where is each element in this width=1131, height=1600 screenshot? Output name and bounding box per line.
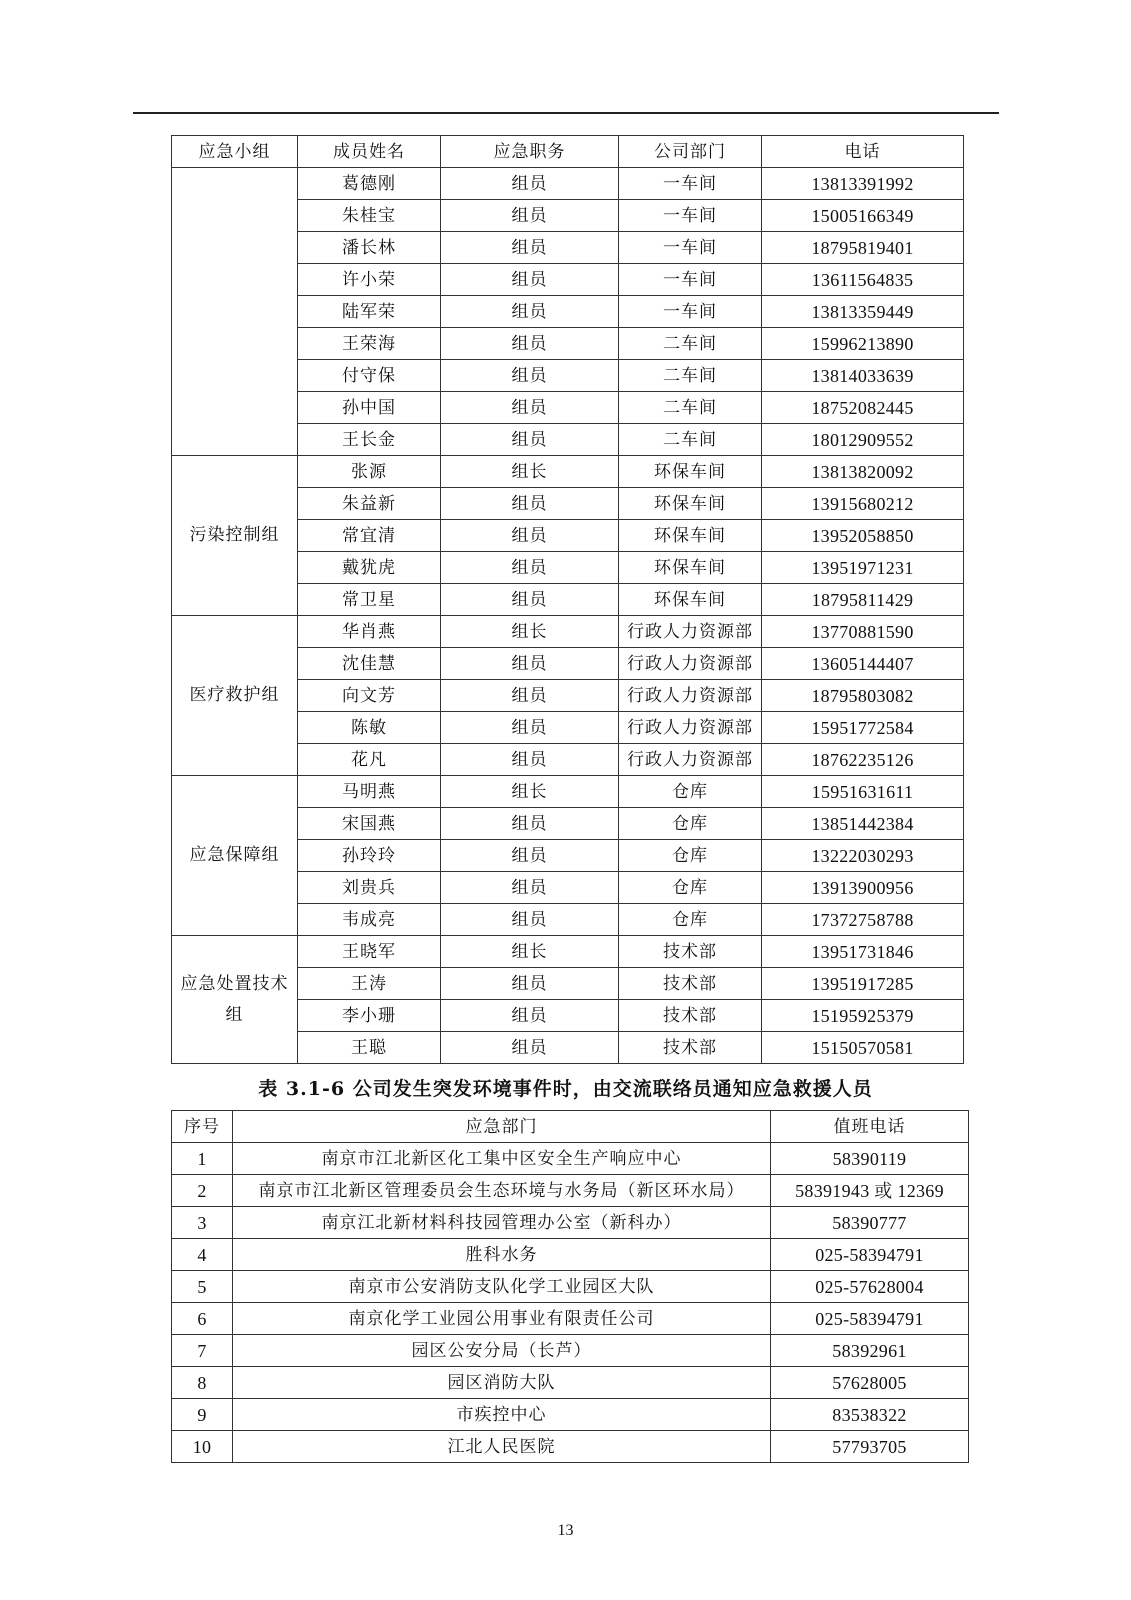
member-dept-cell: 环保车间 bbox=[619, 488, 762, 520]
member-phone-cell: 18752082445 bbox=[762, 392, 964, 424]
contact-dept-cell: 园区公安分局（长芦） bbox=[233, 1335, 771, 1367]
member-dept-cell: 一车间 bbox=[619, 168, 762, 200]
group-name-cell: 应急处置技术组 bbox=[172, 936, 298, 1064]
member-name-cell: 华肖燕 bbox=[298, 616, 441, 648]
member-role-cell: 组员 bbox=[441, 680, 619, 712]
member-role-cell: 组员 bbox=[441, 264, 619, 296]
contact-index-cell: 2 bbox=[172, 1175, 233, 1207]
member-dept-cell: 行政人力资源部 bbox=[619, 712, 762, 744]
members-body bbox=[172, 168, 964, 1064]
member-role-cell: 组员 bbox=[441, 392, 619, 424]
contact-phone-cell: 025-58394791 bbox=[771, 1303, 969, 1335]
group-name-cell: 医疗救护组 bbox=[172, 616, 298, 776]
contact-dept-cell: 南京市公安消防支队化学工业园区大队 bbox=[233, 1271, 771, 1303]
col-header-department: 应急部门 bbox=[233, 1111, 771, 1143]
member-dept-cell: 仓库 bbox=[619, 904, 762, 936]
member-role-cell: 组员 bbox=[441, 968, 619, 1000]
table-row bbox=[172, 1367, 969, 1399]
member-role-cell: 组员 bbox=[441, 360, 619, 392]
member-dept-cell: 二车间 bbox=[619, 392, 762, 424]
col-header-dept: 公司部门 bbox=[619, 136, 762, 168]
member-phone-cell: 13951917285 bbox=[762, 968, 964, 1000]
member-dept-cell: 一车间 bbox=[619, 296, 762, 328]
member-dept-cell: 行政人力资源部 bbox=[619, 680, 762, 712]
member-role-cell: 组长 bbox=[441, 456, 619, 488]
member-name-cell: 孙玲玲 bbox=[298, 840, 441, 872]
member-name-cell: 陆军荣 bbox=[298, 296, 441, 328]
member-name-cell: 王聪 bbox=[298, 1032, 441, 1064]
member-phone-cell: 18012909552 bbox=[762, 424, 964, 456]
member-dept-cell: 行政人力资源部 bbox=[619, 616, 762, 648]
table-row bbox=[172, 1239, 969, 1271]
member-name-cell: 韦成亮 bbox=[298, 904, 441, 936]
member-phone-cell: 13605144407 bbox=[762, 648, 964, 680]
member-phone-cell: 18795819401 bbox=[762, 232, 964, 264]
member-phone-cell: 13813391992 bbox=[762, 168, 964, 200]
member-name-cell: 付守保 bbox=[298, 360, 441, 392]
contact-dept-cell: 南京市江北新区管理委员会生态环境与水务局（新区环水局） bbox=[233, 1175, 771, 1207]
member-phone-cell: 13913900956 bbox=[762, 872, 964, 904]
table-row bbox=[172, 1143, 969, 1175]
member-dept-cell: 仓库 bbox=[619, 776, 762, 808]
contact-phone-cell: 57793705 bbox=[771, 1431, 969, 1463]
member-role-cell: 组员 bbox=[441, 200, 619, 232]
contact-index-cell: 5 bbox=[172, 1271, 233, 1303]
table-row bbox=[172, 456, 964, 488]
col-header-phone: 电话 bbox=[762, 136, 964, 168]
contact-index-cell: 1 bbox=[172, 1143, 233, 1175]
contact-index-cell: 6 bbox=[172, 1303, 233, 1335]
member-role-cell: 组员 bbox=[441, 168, 619, 200]
member-name-cell: 戴犹虎 bbox=[298, 552, 441, 584]
member-name-cell: 许小荣 bbox=[298, 264, 441, 296]
member-role-cell: 组员 bbox=[441, 1032, 619, 1064]
emergency-members-table bbox=[171, 135, 964, 1064]
member-dept-cell: 技术部 bbox=[619, 936, 762, 968]
contact-dept-cell: 市疾控中心 bbox=[233, 1399, 771, 1431]
member-name-cell: 常卫星 bbox=[298, 584, 441, 616]
member-phone-cell: 15150570581 bbox=[762, 1032, 964, 1064]
member-phone-cell: 13222030293 bbox=[762, 840, 964, 872]
member-role-cell: 组员 bbox=[441, 872, 619, 904]
member-name-cell: 李小珊 bbox=[298, 1000, 441, 1032]
member-name-cell: 马明燕 bbox=[298, 776, 441, 808]
member-name-cell: 葛德刚 bbox=[298, 168, 441, 200]
group-name-cell bbox=[172, 168, 298, 456]
table-row bbox=[172, 1175, 969, 1207]
contact-phone-cell: 58392961 bbox=[771, 1335, 969, 1367]
contact-index-cell: 9 bbox=[172, 1399, 233, 1431]
member-phone-cell: 13951731846 bbox=[762, 936, 964, 968]
member-phone-cell: 18795811429 bbox=[762, 584, 964, 616]
contact-phone-cell: 025-57628004 bbox=[771, 1271, 969, 1303]
member-name-cell: 花凡 bbox=[298, 744, 441, 776]
member-dept-cell: 一车间 bbox=[619, 264, 762, 296]
member-phone-cell: 13813359449 bbox=[762, 296, 964, 328]
member-phone-cell: 13813820092 bbox=[762, 456, 964, 488]
member-dept-cell: 技术部 bbox=[619, 1000, 762, 1032]
contact-index-cell: 7 bbox=[172, 1335, 233, 1367]
member-role-cell: 组员 bbox=[441, 552, 619, 584]
group-name-cell: 污染控制组 bbox=[172, 456, 298, 616]
member-phone-cell: 18762235126 bbox=[762, 744, 964, 776]
member-role-cell: 组员 bbox=[441, 744, 619, 776]
member-phone-cell: 13952058850 bbox=[762, 520, 964, 552]
contact-index-cell: 10 bbox=[172, 1431, 233, 1463]
header-rule bbox=[133, 112, 999, 114]
member-role-cell: 组员 bbox=[441, 1000, 619, 1032]
col-header-group: 应急小组 bbox=[172, 136, 298, 168]
member-role-cell: 组员 bbox=[441, 808, 619, 840]
member-name-cell: 朱益新 bbox=[298, 488, 441, 520]
contact-phone-cell: 57628005 bbox=[771, 1367, 969, 1399]
member-name-cell: 王长金 bbox=[298, 424, 441, 456]
member-role-cell: 组员 bbox=[441, 520, 619, 552]
member-dept-cell: 二车间 bbox=[619, 424, 762, 456]
emergency-contacts-table bbox=[171, 1110, 969, 1463]
member-name-cell: 王涛 bbox=[298, 968, 441, 1000]
member-dept-cell: 二车间 bbox=[619, 360, 762, 392]
member-name-cell: 王荣海 bbox=[298, 328, 441, 360]
member-name-cell: 刘贵兵 bbox=[298, 872, 441, 904]
member-role-cell: 组员 bbox=[441, 328, 619, 360]
member-phone-cell: 13915680212 bbox=[762, 488, 964, 520]
member-phone-cell: 17372758788 bbox=[762, 904, 964, 936]
table-row bbox=[172, 1431, 969, 1463]
contact-dept-cell: 南京化学工业园公用事业有限责任公司 bbox=[233, 1303, 771, 1335]
contact-dept-cell: 南京市江北新区化工集中区安全生产响应中心 bbox=[233, 1143, 771, 1175]
contact-dept-cell: 园区消防大队 bbox=[233, 1367, 771, 1399]
table-row bbox=[172, 1335, 969, 1367]
member-dept-cell: 行政人力资源部 bbox=[619, 648, 762, 680]
member-dept-cell: 一车间 bbox=[619, 200, 762, 232]
group-name-cell: 应急保障组 bbox=[172, 776, 298, 936]
member-phone-cell: 13951971231 bbox=[762, 552, 964, 584]
member-role-cell: 组长 bbox=[441, 936, 619, 968]
table-row bbox=[172, 616, 964, 648]
member-dept-cell: 行政人力资源部 bbox=[619, 744, 762, 776]
table-row bbox=[172, 1271, 969, 1303]
member-name-cell: 常宜清 bbox=[298, 520, 441, 552]
member-phone-cell: 15951631611 bbox=[762, 776, 964, 808]
member-phone-cell: 15996213890 bbox=[762, 328, 964, 360]
member-name-cell: 向文芳 bbox=[298, 680, 441, 712]
member-dept-cell: 仓库 bbox=[619, 840, 762, 872]
member-phone-cell: 13611564835 bbox=[762, 264, 964, 296]
member-phone-cell: 13770881590 bbox=[762, 616, 964, 648]
contacts-table-caption: 表 3.1-6 公司发生突发环境事件时，由交流联络员通知应急救援人员 bbox=[258, 1078, 873, 1100]
member-role-cell: 组长 bbox=[441, 616, 619, 648]
contact-phone-cell: 58391943 或 12369 bbox=[771, 1175, 969, 1207]
member-role-cell: 组长 bbox=[441, 776, 619, 808]
member-phone-cell: 15005166349 bbox=[762, 200, 964, 232]
member-dept-cell: 仓库 bbox=[619, 872, 762, 904]
member-phone-cell: 15195925379 bbox=[762, 1000, 964, 1032]
member-name-cell: 陈敏 bbox=[298, 712, 441, 744]
page-number: 13 bbox=[557, 1522, 574, 1539]
contact-index-cell: 4 bbox=[172, 1239, 233, 1271]
contacts-header-row bbox=[172, 1111, 969, 1143]
members-header-row bbox=[172, 136, 964, 168]
member-dept-cell: 仓库 bbox=[619, 808, 762, 840]
contact-dept-cell: 江北人民医院 bbox=[233, 1431, 771, 1463]
member-name-cell: 潘长林 bbox=[298, 232, 441, 264]
member-role-cell: 组员 bbox=[441, 584, 619, 616]
col-header-role: 应急职务 bbox=[441, 136, 619, 168]
member-name-cell: 宋国燕 bbox=[298, 808, 441, 840]
member-role-cell: 组员 bbox=[441, 840, 619, 872]
contact-dept-cell: 胜科水务 bbox=[233, 1239, 771, 1271]
table-row bbox=[172, 1207, 969, 1239]
table-row bbox=[172, 1399, 969, 1431]
member-dept-cell: 环保车间 bbox=[619, 520, 762, 552]
member-name-cell: 朱桂宝 bbox=[298, 200, 441, 232]
contact-phone-cell: 58390777 bbox=[771, 1207, 969, 1239]
member-phone-cell: 13814033639 bbox=[762, 360, 964, 392]
member-dept-cell: 技术部 bbox=[619, 1032, 762, 1064]
member-name-cell: 沈佳慧 bbox=[298, 648, 441, 680]
contact-phone-cell: 83538322 bbox=[771, 1399, 969, 1431]
member-dept-cell: 环保车间 bbox=[619, 584, 762, 616]
table-row bbox=[172, 168, 964, 200]
member-role-cell: 组员 bbox=[441, 712, 619, 744]
member-role-cell: 组员 bbox=[441, 424, 619, 456]
contact-index-cell: 3 bbox=[172, 1207, 233, 1239]
member-role-cell: 组员 bbox=[441, 488, 619, 520]
member-role-cell: 组员 bbox=[441, 232, 619, 264]
table-row bbox=[172, 776, 964, 808]
member-dept-cell: 二车间 bbox=[619, 328, 762, 360]
member-name-cell: 张源 bbox=[298, 456, 441, 488]
member-role-cell: 组员 bbox=[441, 648, 619, 680]
contact-index-cell: 8 bbox=[172, 1367, 233, 1399]
contacts-body bbox=[172, 1143, 969, 1463]
member-name-cell: 孙中国 bbox=[298, 392, 441, 424]
contact-phone-cell: 58390119 bbox=[771, 1143, 969, 1175]
col-header-index: 序号 bbox=[172, 1111, 233, 1143]
member-dept-cell: 环保车间 bbox=[619, 456, 762, 488]
member-name-cell: 王晓军 bbox=[298, 936, 441, 968]
table-row bbox=[172, 936, 964, 968]
member-role-cell: 组员 bbox=[441, 296, 619, 328]
member-role-cell: 组员 bbox=[441, 904, 619, 936]
member-dept-cell: 环保车间 bbox=[619, 552, 762, 584]
member-dept-cell: 技术部 bbox=[619, 968, 762, 1000]
member-phone-cell: 13851442384 bbox=[762, 808, 964, 840]
col-header-name: 成员姓名 bbox=[298, 136, 441, 168]
contact-dept-cell: 南京江北新材料科技园管理办公室（新科办） bbox=[233, 1207, 771, 1239]
member-phone-cell: 18795803082 bbox=[762, 680, 964, 712]
contact-phone-cell: 025-58394791 bbox=[771, 1239, 969, 1271]
col-header-duty-phone: 值班电话 bbox=[771, 1111, 969, 1143]
member-phone-cell: 15951772584 bbox=[762, 712, 964, 744]
member-dept-cell: 一车间 bbox=[619, 232, 762, 264]
table-row bbox=[172, 1303, 969, 1335]
